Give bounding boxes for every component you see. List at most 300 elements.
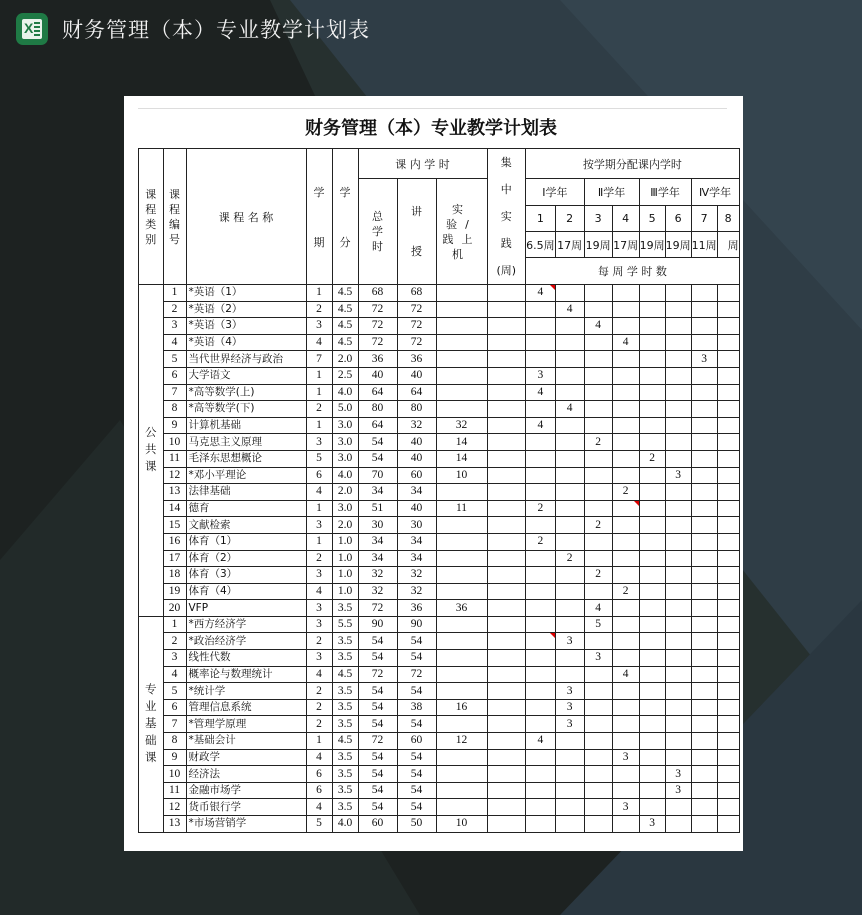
sem-2-cell[interactable]	[555, 616, 584, 633]
sem-6-cell[interactable]	[665, 434, 691, 451]
total-hours-cell[interactable]: 64	[358, 384, 397, 401]
sem-5-cell[interactable]	[639, 351, 665, 368]
sem-7-cell[interactable]	[691, 450, 717, 467]
sem-2-cell[interactable]	[555, 799, 584, 816]
course-no-cell[interactable]: 13	[163, 484, 186, 501]
sem-3-cell[interactable]: 2	[584, 567, 612, 584]
sem-3-cell[interactable]	[584, 782, 612, 799]
total-hours-cell[interactable]: 72	[358, 334, 397, 351]
sem-8-cell[interactable]	[717, 533, 739, 550]
sem-4-cell[interactable]	[612, 351, 639, 368]
lecture-hours-cell[interactable]: 34	[397, 550, 436, 567]
sem-6-cell[interactable]	[665, 699, 691, 716]
course-name-cell[interactable]: *英语（1）	[186, 285, 306, 302]
sem-2-cell[interactable]	[555, 417, 584, 434]
course-name-cell[interactable]: VFP	[186, 600, 306, 617]
sem-4-cell[interactable]	[612, 567, 639, 584]
lab-hours-cell[interactable]	[436, 716, 487, 733]
sem-7-cell[interactable]	[691, 334, 717, 351]
lab-hours-cell[interactable]	[436, 799, 487, 816]
lecture-hours-cell[interactable]: 90	[397, 616, 436, 633]
sem-5-cell[interactable]	[639, 434, 665, 451]
lab-hours-cell[interactable]: 16	[436, 699, 487, 716]
sem-7-cell[interactable]	[691, 782, 717, 799]
concentrated-weeks-cell[interactable]	[487, 484, 526, 501]
sem-5-cell[interactable]	[639, 550, 665, 567]
credit-cell[interactable]: 4.5	[332, 285, 358, 302]
lecture-hours-cell[interactable]: 54	[397, 749, 436, 766]
sem-2-cell[interactable]	[555, 500, 584, 517]
sem-8-cell[interactable]	[717, 749, 739, 766]
term-cell[interactable]: 1	[306, 500, 332, 517]
course-name-cell[interactable]: 体育（4）	[186, 583, 306, 600]
sem-2-cell[interactable]	[555, 351, 584, 368]
sem-1-cell[interactable]	[526, 716, 556, 733]
sem-8-cell[interactable]	[717, 484, 739, 501]
sem-2-cell[interactable]	[555, 533, 584, 550]
concentrated-weeks-cell[interactable]	[487, 749, 526, 766]
term-cell[interactable]: 3	[306, 517, 332, 534]
sem-3-cell[interactable]	[584, 550, 612, 567]
credit-cell[interactable]: 5.0	[332, 401, 358, 418]
sem-1-cell[interactable]	[526, 567, 556, 584]
term-cell[interactable]: 6	[306, 766, 332, 783]
lab-hours-cell[interactable]	[436, 650, 487, 667]
sem-8-cell[interactable]	[717, 583, 739, 600]
sem-5-cell[interactable]	[639, 782, 665, 799]
sem-6-cell[interactable]	[665, 650, 691, 667]
sem-8-cell[interactable]	[717, 401, 739, 418]
lecture-hours-cell[interactable]: 54	[397, 683, 436, 700]
sem-1-cell[interactable]	[526, 351, 556, 368]
sem-5-cell[interactable]	[639, 650, 665, 667]
sem-4-cell[interactable]: 2	[612, 583, 639, 600]
concentrated-weeks-cell[interactable]	[487, 567, 526, 584]
total-hours-cell[interactable]: 54	[358, 699, 397, 716]
sem-7-cell[interactable]	[691, 434, 717, 451]
lab-hours-cell[interactable]	[436, 616, 487, 633]
course-name-cell[interactable]: 德育	[186, 500, 306, 517]
course-no-cell[interactable]: 6	[163, 699, 186, 716]
sem-1-cell[interactable]: 4	[526, 384, 556, 401]
credit-cell[interactable]: 4.0	[332, 816, 358, 833]
sem-3-cell[interactable]: 5	[584, 616, 612, 633]
course-no-cell[interactable]: 3	[163, 318, 186, 335]
course-name-cell[interactable]: 体育（2）	[186, 550, 306, 567]
sem-5-cell[interactable]	[639, 567, 665, 584]
total-hours-cell[interactable]: 54	[358, 650, 397, 667]
sem-7-cell[interactable]	[691, 600, 717, 617]
credit-cell[interactable]: 3.0	[332, 500, 358, 517]
course-name-cell[interactable]: 大学语文	[186, 367, 306, 384]
lecture-hours-cell[interactable]: 50	[397, 816, 436, 833]
sem-7-cell[interactable]	[691, 583, 717, 600]
sem-7-cell[interactable]	[691, 417, 717, 434]
lecture-hours-cell[interactable]: 32	[397, 567, 436, 584]
sem-2-cell[interactable]	[555, 484, 584, 501]
sem-5-cell[interactable]	[639, 384, 665, 401]
total-hours-cell[interactable]: 72	[358, 666, 397, 683]
sem-1-cell[interactable]: 2	[526, 500, 556, 517]
course-name-cell[interactable]: 体育（3）	[186, 567, 306, 584]
sem-6-cell[interactable]	[665, 301, 691, 318]
lecture-hours-cell[interactable]: 54	[397, 650, 436, 667]
sem-8-cell[interactable]	[717, 467, 739, 484]
course-no-cell[interactable]: 14	[163, 500, 186, 517]
sem-1-cell[interactable]: 4	[526, 417, 556, 434]
sem-7-cell[interactable]	[691, 816, 717, 833]
sem-8-cell[interactable]	[717, 285, 739, 302]
credit-cell[interactable]: 1.0	[332, 550, 358, 567]
sem-4-cell[interactable]	[612, 616, 639, 633]
sem-4-cell[interactable]	[612, 401, 639, 418]
concentrated-weeks-cell[interactable]	[487, 799, 526, 816]
sem-3-cell[interactable]	[584, 484, 612, 501]
sem-7-cell[interactable]	[691, 517, 717, 534]
course-name-cell[interactable]: *邓小平理论	[186, 467, 306, 484]
credit-cell[interactable]: 4.5	[332, 733, 358, 750]
concentrated-weeks-cell[interactable]	[487, 500, 526, 517]
concentrated-weeks-cell[interactable]	[487, 517, 526, 534]
sem-4-cell[interactable]	[612, 533, 639, 550]
sem-6-cell[interactable]	[665, 633, 691, 650]
course-no-cell[interactable]: 2	[163, 301, 186, 318]
total-hours-cell[interactable]: 54	[358, 799, 397, 816]
sem-2-cell[interactable]	[555, 467, 584, 484]
term-cell[interactable]: 1	[306, 533, 332, 550]
sem-7-cell[interactable]	[691, 550, 717, 567]
total-hours-cell[interactable]: 34	[358, 550, 397, 567]
sem-6-cell[interactable]	[665, 550, 691, 567]
sem-8-cell[interactable]	[717, 351, 739, 368]
sem-3-cell[interactable]	[584, 417, 612, 434]
sem-5-cell[interactable]	[639, 301, 665, 318]
total-hours-cell[interactable]: 40	[358, 367, 397, 384]
sem-3-cell[interactable]	[584, 334, 612, 351]
sem-7-cell[interactable]	[691, 401, 717, 418]
sem-2-cell[interactable]	[555, 285, 584, 302]
course-name-cell[interactable]: 货币银行学	[186, 799, 306, 816]
sem-6-cell[interactable]	[665, 367, 691, 384]
lecture-hours-cell[interactable]: 64	[397, 384, 436, 401]
course-no-cell[interactable]: 15	[163, 517, 186, 534]
course-no-cell[interactable]: 1	[163, 285, 186, 302]
lab-hours-cell[interactable]	[436, 749, 487, 766]
sem-1-cell[interactable]	[526, 467, 556, 484]
sem-5-cell[interactable]	[639, 285, 665, 302]
sem-3-cell[interactable]: 3	[584, 650, 612, 667]
sem-8-cell[interactable]	[717, 301, 739, 318]
course-no-cell[interactable]: 2	[163, 633, 186, 650]
sem-8-cell[interactable]	[717, 633, 739, 650]
course-no-cell[interactable]: 11	[163, 782, 186, 799]
sem-6-cell[interactable]	[665, 450, 691, 467]
term-cell[interactable]: 4	[306, 749, 332, 766]
sem-3-cell[interactable]	[584, 285, 612, 302]
term-cell[interactable]: 4	[306, 666, 332, 683]
sem-5-cell[interactable]	[639, 683, 665, 700]
lab-hours-cell[interactable]	[436, 517, 487, 534]
sem-1-cell[interactable]	[526, 633, 556, 650]
sem-2-cell[interactable]: 3	[555, 699, 584, 716]
course-name-cell[interactable]: *高等数学(上)	[186, 384, 306, 401]
total-hours-cell[interactable]: 54	[358, 633, 397, 650]
sem-8-cell[interactable]	[717, 318, 739, 335]
term-cell[interactable]: 2	[306, 301, 332, 318]
sem-4-cell[interactable]: 3	[612, 799, 639, 816]
sem-4-cell[interactable]	[612, 301, 639, 318]
course-no-cell[interactable]: 12	[163, 799, 186, 816]
sem-2-cell[interactable]	[555, 450, 584, 467]
credit-cell[interactable]: 4.5	[332, 301, 358, 318]
lab-hours-cell[interactable]	[436, 384, 487, 401]
sem-7-cell[interactable]	[691, 716, 717, 733]
sem-2-cell[interactable]: 4	[555, 301, 584, 318]
course-name-cell[interactable]: *政治经济学	[186, 633, 306, 650]
total-hours-cell[interactable]: 60	[358, 816, 397, 833]
lecture-hours-cell[interactable]: 34	[397, 484, 436, 501]
lab-hours-cell[interactable]: 14	[436, 434, 487, 451]
sem-8-cell[interactable]	[717, 567, 739, 584]
sem-4-cell[interactable]: 4	[612, 666, 639, 683]
concentrated-weeks-cell[interactable]	[487, 733, 526, 750]
concentrated-weeks-cell[interactable]	[487, 650, 526, 667]
sem-3-cell[interactable]	[584, 401, 612, 418]
sem-1-cell[interactable]	[526, 650, 556, 667]
concentrated-weeks-cell[interactable]	[487, 816, 526, 833]
total-hours-cell[interactable]: 54	[358, 749, 397, 766]
credit-cell[interactable]: 3.5	[332, 782, 358, 799]
sem-3-cell[interactable]	[584, 799, 612, 816]
sem-4-cell[interactable]	[612, 500, 639, 517]
sem-8-cell[interactable]	[717, 683, 739, 700]
credit-cell[interactable]: 3.5	[332, 716, 358, 733]
sem-5-cell[interactable]	[639, 533, 665, 550]
course-no-cell[interactable]: 8	[163, 733, 186, 750]
credit-cell[interactable]: 1.0	[332, 583, 358, 600]
credit-cell[interactable]: 3.5	[332, 699, 358, 716]
sem-6-cell[interactable]	[665, 683, 691, 700]
credit-cell[interactable]: 2.0	[332, 484, 358, 501]
term-cell[interactable]: 2	[306, 633, 332, 650]
sem-7-cell[interactable]	[691, 616, 717, 633]
sem-1-cell[interactable]	[526, 766, 556, 783]
course-name-cell[interactable]: 计算机基础	[186, 417, 306, 434]
total-hours-cell[interactable]: 54	[358, 434, 397, 451]
course-name-cell[interactable]: 管理信息系统	[186, 699, 306, 716]
total-hours-cell[interactable]: 51	[358, 500, 397, 517]
sem-8-cell[interactable]	[717, 367, 739, 384]
sem-6-cell[interactable]	[665, 616, 691, 633]
credit-cell[interactable]: 3.5	[332, 683, 358, 700]
concentrated-weeks-cell[interactable]	[487, 716, 526, 733]
sem-4-cell[interactable]	[612, 699, 639, 716]
lecture-hours-cell[interactable]: 54	[397, 782, 436, 799]
course-no-cell[interactable]: 7	[163, 384, 186, 401]
sem-7-cell[interactable]	[691, 467, 717, 484]
sem-1-cell[interactable]	[526, 583, 556, 600]
lecture-hours-cell[interactable]: 32	[397, 417, 436, 434]
sem-8-cell[interactable]	[717, 816, 739, 833]
lab-hours-cell[interactable]	[436, 666, 487, 683]
sem-6-cell[interactable]	[665, 401, 691, 418]
sem-5-cell[interactable]	[639, 517, 665, 534]
sem-7-cell[interactable]	[691, 683, 717, 700]
lecture-hours-cell[interactable]: 80	[397, 401, 436, 418]
lecture-hours-cell[interactable]: 40	[397, 434, 436, 451]
sem-4-cell[interactable]	[612, 782, 639, 799]
course-no-cell[interactable]: 13	[163, 816, 186, 833]
sem-7-cell[interactable]	[691, 567, 717, 584]
sem-8-cell[interactable]	[717, 434, 739, 451]
total-hours-cell[interactable]: 54	[358, 450, 397, 467]
course-name-cell[interactable]: 线性代数	[186, 650, 306, 667]
course-name-cell[interactable]: 财政学	[186, 749, 306, 766]
term-cell[interactable]: 6	[306, 467, 332, 484]
term-cell[interactable]: 7	[306, 351, 332, 368]
sem-6-cell[interactable]	[665, 484, 691, 501]
concentrated-weeks-cell[interactable]	[487, 401, 526, 418]
sem-3-cell[interactable]: 4	[584, 318, 612, 335]
concentrated-weeks-cell[interactable]	[487, 600, 526, 617]
sem-7-cell[interactable]	[691, 749, 717, 766]
sem-6-cell[interactable]	[665, 417, 691, 434]
sem-1-cell[interactable]	[526, 683, 556, 700]
credit-cell[interactable]: 3.0	[332, 434, 358, 451]
concentrated-weeks-cell[interactable]	[487, 550, 526, 567]
concentrated-weeks-cell[interactable]	[487, 782, 526, 799]
concentrated-weeks-cell[interactable]	[487, 533, 526, 550]
course-name-cell[interactable]: 概率论与数理统计	[186, 666, 306, 683]
course-no-cell[interactable]: 20	[163, 600, 186, 617]
sem-6-cell[interactable]: 3	[665, 782, 691, 799]
lab-hours-cell[interactable]	[436, 484, 487, 501]
sem-7-cell[interactable]	[691, 766, 717, 783]
sem-3-cell[interactable]	[584, 367, 612, 384]
total-hours-cell[interactable]: 72	[358, 733, 397, 750]
sem-4-cell[interactable]	[612, 318, 639, 335]
term-cell[interactable]: 6	[306, 782, 332, 799]
lab-hours-cell[interactable]: 10	[436, 467, 487, 484]
course-no-cell[interactable]: 9	[163, 417, 186, 434]
sem-6-cell[interactable]	[665, 384, 691, 401]
course-name-cell[interactable]: 毛泽东思想概论	[186, 450, 306, 467]
lab-hours-cell[interactable]	[436, 351, 487, 368]
sem-1-cell[interactable]	[526, 484, 556, 501]
lecture-hours-cell[interactable]: 72	[397, 334, 436, 351]
credit-cell[interactable]: 3.0	[332, 417, 358, 434]
sem-4-cell[interactable]	[612, 417, 639, 434]
lab-hours-cell[interactable]: 36	[436, 600, 487, 617]
credit-cell[interactable]: 3.0	[332, 450, 358, 467]
sem-1-cell[interactable]	[526, 434, 556, 451]
sem-5-cell[interactable]: 3	[639, 816, 665, 833]
sem-1-cell[interactable]	[526, 749, 556, 766]
term-cell[interactable]: 3	[306, 434, 332, 451]
sem-3-cell[interactable]: 2	[584, 434, 612, 451]
total-hours-cell[interactable]: 32	[358, 567, 397, 584]
term-cell[interactable]: 3	[306, 318, 332, 335]
course-no-cell[interactable]: 5	[163, 683, 186, 700]
sem-3-cell[interactable]	[584, 500, 612, 517]
course-no-cell[interactable]: 6	[163, 367, 186, 384]
sem-5-cell[interactable]	[639, 600, 665, 617]
sem-1-cell[interactable]	[526, 550, 556, 567]
lab-hours-cell[interactable]: 11	[436, 500, 487, 517]
concentrated-weeks-cell[interactable]	[487, 683, 526, 700]
concentrated-weeks-cell[interactable]	[487, 766, 526, 783]
lab-hours-cell[interactable]	[436, 285, 487, 302]
sem-5-cell[interactable]	[639, 749, 665, 766]
sem-4-cell[interactable]	[612, 733, 639, 750]
course-name-cell[interactable]: *管理学原理	[186, 716, 306, 733]
term-cell[interactable]: 1	[306, 417, 332, 434]
lecture-hours-cell[interactable]: 60	[397, 733, 436, 750]
sem-7-cell[interactable]	[691, 650, 717, 667]
sem-4-cell[interactable]: 3	[612, 749, 639, 766]
sem-4-cell[interactable]	[612, 683, 639, 700]
sem-6-cell[interactable]	[665, 600, 691, 617]
course-name-cell[interactable]: 当代世界经济与政治	[186, 351, 306, 368]
sem-1-cell[interactable]: 3	[526, 367, 556, 384]
sem-1-cell[interactable]	[526, 450, 556, 467]
lecture-hours-cell[interactable]: 68	[397, 285, 436, 302]
course-name-cell[interactable]: 金融市场学	[186, 782, 306, 799]
course-no-cell[interactable]: 19	[163, 583, 186, 600]
sem-7-cell[interactable]	[691, 633, 717, 650]
sem-8-cell[interactable]	[717, 666, 739, 683]
sem-3-cell[interactable]	[584, 533, 612, 550]
course-no-cell[interactable]: 1	[163, 616, 186, 633]
course-no-cell[interactable]: 8	[163, 401, 186, 418]
credit-cell[interactable]: 4.5	[332, 318, 358, 335]
concentrated-weeks-cell[interactable]	[487, 301, 526, 318]
lecture-hours-cell[interactable]: 72	[397, 301, 436, 318]
lecture-hours-cell[interactable]: 72	[397, 318, 436, 335]
course-name-cell[interactable]: *英语（2）	[186, 301, 306, 318]
term-cell[interactable]: 1	[306, 733, 332, 750]
total-hours-cell[interactable]: 68	[358, 285, 397, 302]
sem-5-cell[interactable]: 2	[639, 450, 665, 467]
total-hours-cell[interactable]: 72	[358, 301, 397, 318]
sem-3-cell[interactable]	[584, 699, 612, 716]
concentrated-weeks-cell[interactable]	[487, 633, 526, 650]
sem-6-cell[interactable]	[665, 517, 691, 534]
sem-1-cell[interactable]	[526, 401, 556, 418]
total-hours-cell[interactable]: 90	[358, 616, 397, 633]
sem-2-cell[interactable]	[555, 517, 584, 534]
concentrated-weeks-cell[interactable]	[487, 367, 526, 384]
sem-3-cell[interactable]: 2	[584, 517, 612, 534]
sem-6-cell[interactable]	[665, 716, 691, 733]
sem-3-cell[interactable]	[584, 450, 612, 467]
sem-1-cell[interactable]	[526, 782, 556, 799]
sem-4-cell[interactable]	[612, 367, 639, 384]
sem-8-cell[interactable]	[717, 699, 739, 716]
course-no-cell[interactable]: 11	[163, 450, 186, 467]
sem-7-cell[interactable]	[691, 301, 717, 318]
credit-cell[interactable]: 4.0	[332, 384, 358, 401]
lecture-hours-cell[interactable]: 30	[397, 517, 436, 534]
concentrated-weeks-cell[interactable]	[487, 384, 526, 401]
sem-6-cell[interactable]	[665, 733, 691, 750]
total-hours-cell[interactable]: 54	[358, 716, 397, 733]
credit-cell[interactable]: 3.5	[332, 766, 358, 783]
sem-8-cell[interactable]	[717, 799, 739, 816]
sem-6-cell[interactable]	[665, 816, 691, 833]
credit-cell[interactable]: 1.0	[332, 567, 358, 584]
sem-2-cell[interactable]	[555, 600, 584, 617]
